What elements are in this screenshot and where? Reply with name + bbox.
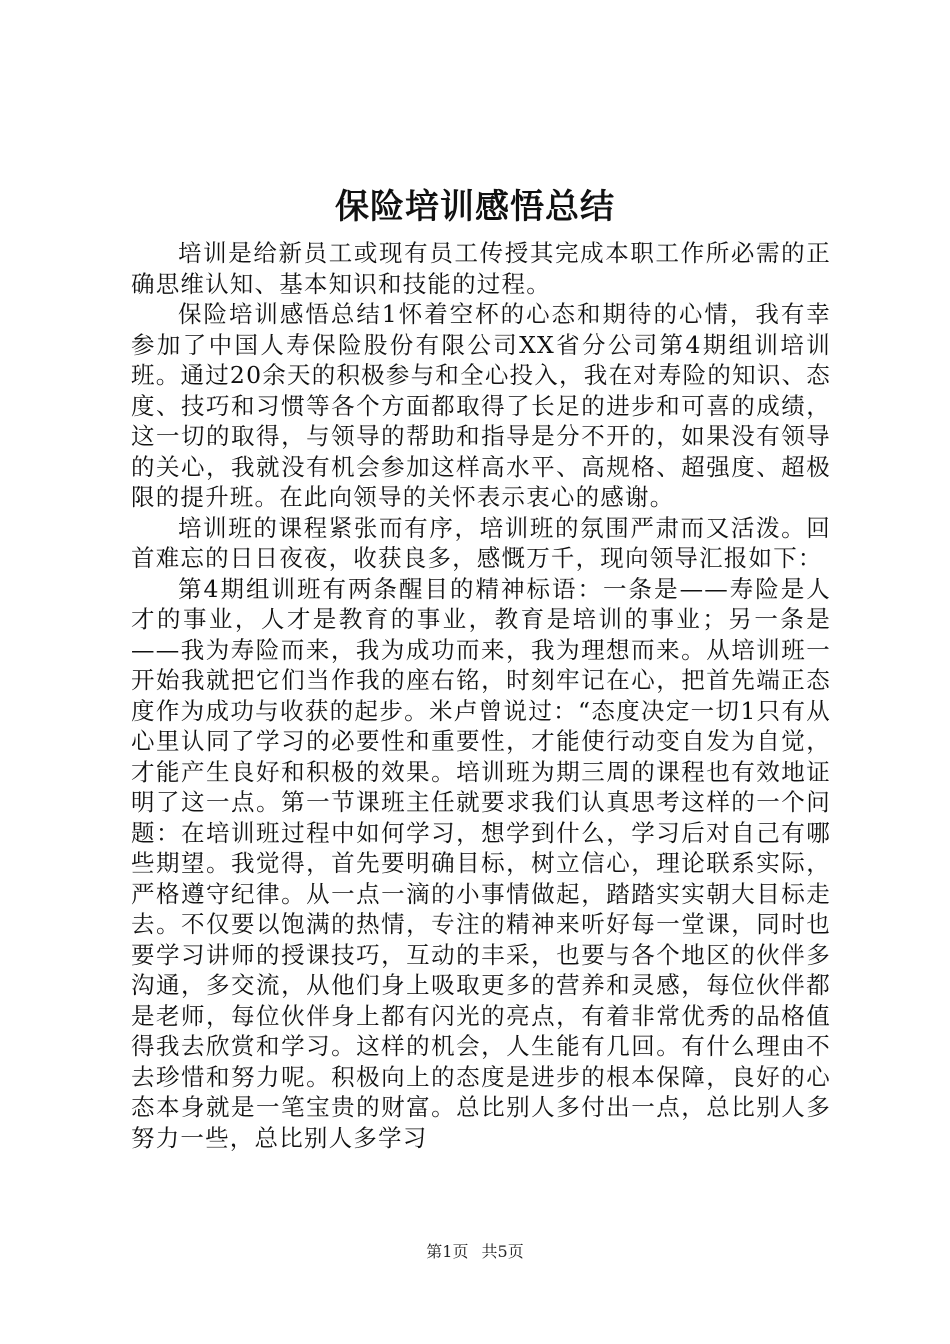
page-total: 共5页 bbox=[481, 1242, 524, 1261]
paragraph-intro: 培训是给新员工或现有员工传授其完成本职工作所必需的正确思维认知、基本知识和技能的过程。 bbox=[131, 239, 831, 298]
page-number: 第1页 bbox=[426, 1242, 469, 1261]
paragraph-course-atmosphere: 培训班的课程紧张而有序，培训班的氛围严肃而又活泼。回首难忘的日日夜夜，收获良多，感慨万千，现向领导汇报如下： bbox=[131, 513, 831, 572]
document-title: 保险培训感悟总结 bbox=[335, 187, 615, 227]
page-footer bbox=[0, 1240, 950, 1264]
document-body bbox=[131, 238, 831, 1153]
paragraph-slogans: 第4期组训班有两条醒目的精神标语：一条是——寿险是人才的事业，人才是教育的事业，教育是培训的事业；另一条是——我为寿险而来，我为成功而来，我为理想而来。从培训班一开始我就把它们当作我的座右铭，时刻牢记在心，把首先端正态度作为成功与收获的起步。米卢曾说过：“态度决定一切1只有从心里认同了学习的必要性和重要性，才能使行动变自发为自觉，才能产生良好和积极的效果。培训班为期三周的课程也有效地证明了这一点。第一节课班主任就要求我们认真思考这样的一个问题：在培训班过程中如何学习，想学到什么，学习后对自己有哪些期望。我觉得，首先要明确目标，树立信心，理论联系实际，严格遵守纪律。从一点一滴的小事情做起，踏踏实实朝大目标走去。不仅要以饱满的热情，专注的精神来听好每一堂课，同时也要学习讲师的授课技巧，互动的丰采，也要与各个地区的伙伴多沟通，多交流，从他们身上吸取更多的营养和灵感，每位伙伴都是老师，每位伙伴身上都有闪光的亮点，有着非常优秀的品格值得我去欣赏和学习。这样的机会，人生能有几回。有什么理由不去珍惜和努力呢。积极向上的态度是进步的根本保障，良好的心态本身就是一笔宝贵的财富。总比别人多付出一点，总比别人多努力一些，总比别人多学习 bbox=[131, 574, 831, 1152]
paragraph-summary-1: 保险培训感悟总结1怀着空杯的心态和期待的心情，我有幸参加了中国人寿保险股份有限公司XX省分公司第4期组训培训班。通过20余天的积极参与和全心投入，我在对寿险的知识、态度、技巧和习惯等各个方面都取得了长足的进步和可喜的成绩，这一切的取得，与领导的帮助和指导是分不开的，如果没有领导的关心，我就没有机会参加这样高水平、高规格、超强度、超极限的提升班。在此向领导的关怀表示衷心的感谢。 bbox=[131, 300, 831, 511]
